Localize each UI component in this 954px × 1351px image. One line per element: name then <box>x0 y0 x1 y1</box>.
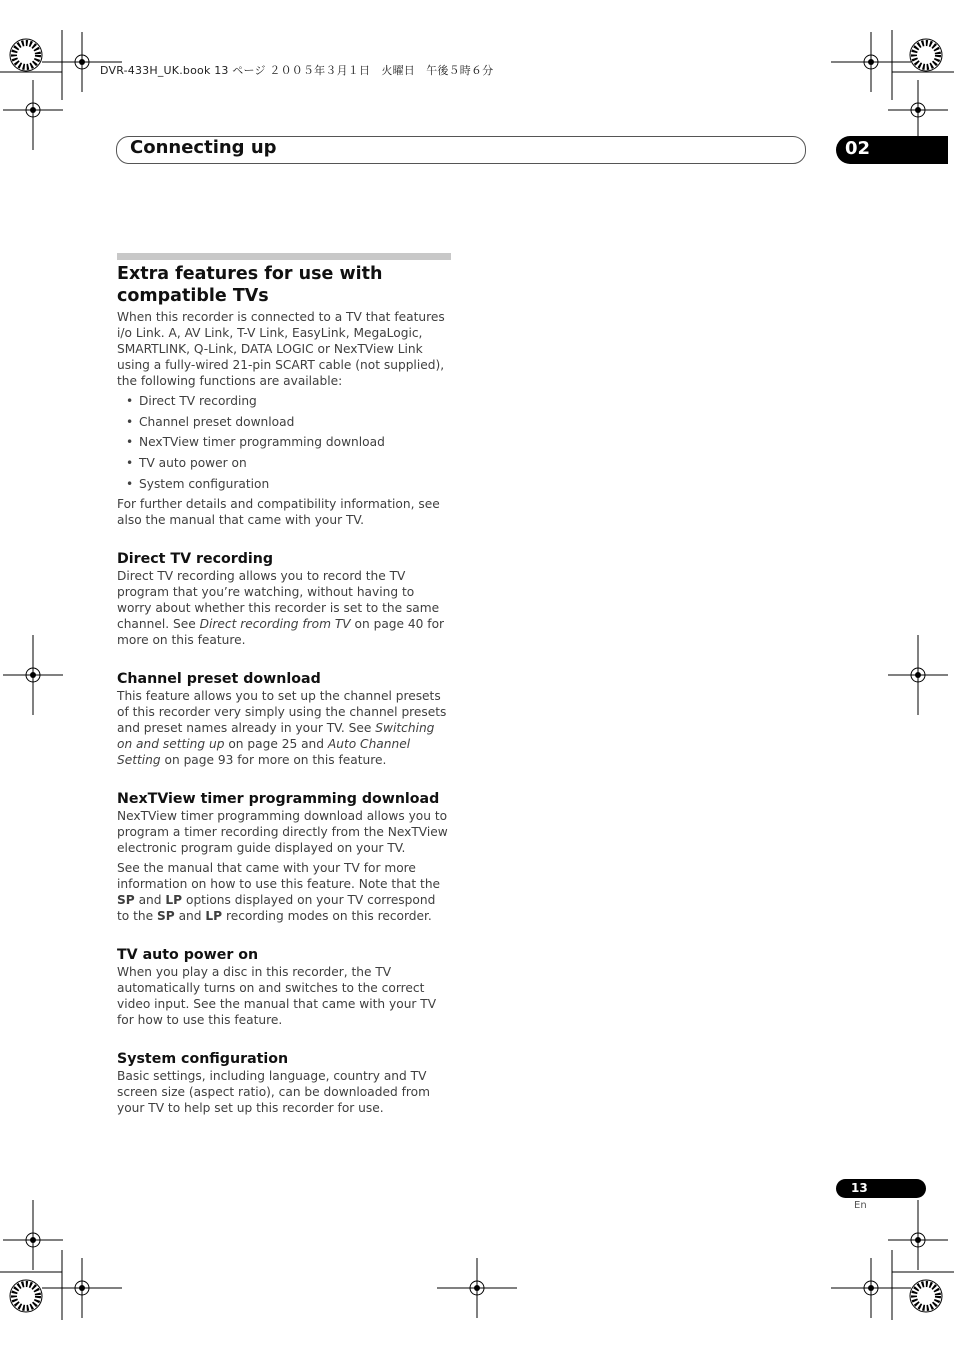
list-item: • System configuration <box>117 476 451 492</box>
text-run: on page 25 and <box>224 737 328 752</box>
heading-direct-tv-recording: Direct TV recording <box>117 551 274 568</box>
crosshair-bottom-right-b <box>888 1200 948 1270</box>
print-slug: DVR-433H_UK.book 13 ページ ２００５年３月１日 火曜日 午後５時６分 <box>100 64 494 77</box>
heading-channel-preset-download: Channel preset download <box>117 671 321 688</box>
text-run: on page 93 for more on this feature. <box>160 753 387 768</box>
section-title: Extra features for use with compatible TVs <box>117 264 383 306</box>
main-content <box>117 263 451 1116</box>
paragraph-system-configuration: Basic settings, including language, country and TV screen size (aspect ratio), can be downloaded from your TV to help set up this recorder for use. <box>117 1069 430 1116</box>
text-run: See the manual that came with your TV for more information on how to use this feature. Note that the <box>117 861 441 892</box>
crosshair-bottom-left-a <box>3 1200 63 1270</box>
text-run: recording modes on this recorder. <box>222 909 432 924</box>
crosshair-top-left-b <box>3 80 63 150</box>
mode-sp: SP <box>156 909 175 924</box>
paragraph-direct-tv-recording <box>117 568 451 648</box>
text-run: and <box>174 909 206 924</box>
chapter-title: Connecting up <box>130 137 277 158</box>
paragraph-tv-auto-power-on: When you play a disc in this recorder, the TV automatically turns on and switches to the correct video input. See the manual that came with your TV for how to use this feature. <box>117 965 437 1028</box>
heading-nextview-download: NexTView timer programming download <box>117 791 440 808</box>
text-run: options displayed on your TV correspond to the <box>117 893 436 924</box>
page-language: En <box>854 1200 867 1211</box>
text-run: This feature allows you to set up the channel presets of this recorder very simply using the channel presets and preset names already in your TV. See <box>117 689 447 736</box>
cross-reference: Direct recording from TV <box>199 617 351 632</box>
mode-sp: SP <box>117 893 135 908</box>
cross-reference: Switching on and setting up <box>117 721 435 752</box>
section-outro: For further details and compatibility information, see also the manual that came with your TV. <box>117 497 440 528</box>
cross-reference: Auto Channel Setting <box>117 737 411 768</box>
section-intro: When this recorder is connected to a TV that features i/o Link. A, AV Link, T-V Link, EasyLink, MegaLogic, SMARTLINK, Q-Link, DATA LOGIC or NexTView Link using a fully-wired 21-pin SCART cable (not supplied), the following functions are available: <box>117 310 445 388</box>
text-run: Direct TV recording allows you to record the TV program that you’re watching, without having to worry about whether this recorder is set to the same channel. See <box>117 569 440 632</box>
feature-list <box>117 393 451 492</box>
list-item: • Channel preset download <box>117 414 451 430</box>
text-run: on page 40 for more on this feature. <box>117 617 445 648</box>
page-number-tab <box>836 1179 926 1198</box>
heading-system-configuration: System configuration <box>117 1051 289 1068</box>
paragraph-nextview-2 <box>117 860 451 924</box>
page-number: 13 <box>851 1181 868 1195</box>
paragraph-channel-preset-download <box>117 688 451 768</box>
paragraph-nextview-1: NexTView timer programming download allows you to program a timer recording directly from the NexTView electronic program guide displayed on your TV. <box>117 809 448 856</box>
mode-lp: LP <box>205 909 223 924</box>
chapter-number: 02 <box>845 138 871 159</box>
list-item: • NexTView timer programming download <box>117 434 451 450</box>
list-item: • TV auto power on <box>117 455 451 471</box>
mode-lp: LP <box>165 893 183 908</box>
text-run: and <box>134 893 166 908</box>
list-item: • Direct TV recording <box>117 393 451 409</box>
section-divider <box>117 253 451 260</box>
heading-tv-auto-power-on: TV auto power on <box>117 947 259 964</box>
